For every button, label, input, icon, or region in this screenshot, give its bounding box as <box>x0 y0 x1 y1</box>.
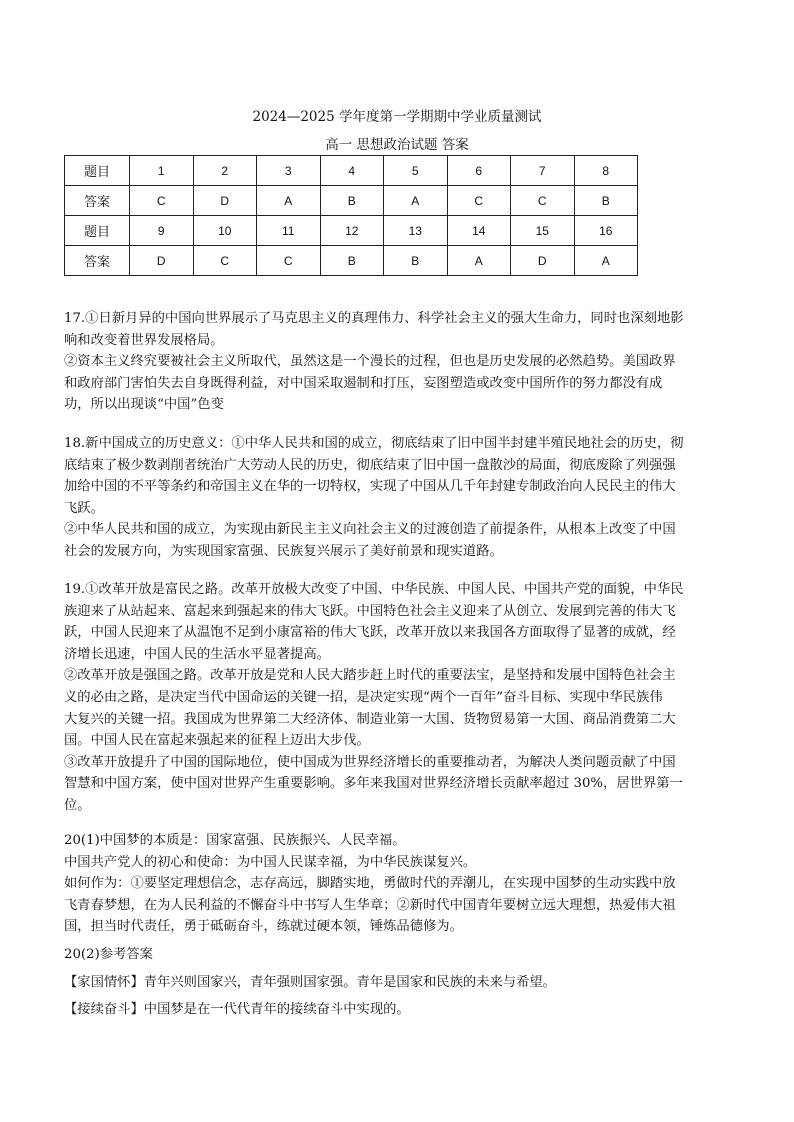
table-cell: 11 <box>257 216 321 246</box>
answer-19-line: ②改革开放是强国之路。改革开放是党和人民大踏步赶上时代的重要法宝，是坚持和发展中国特色社会主 <box>64 668 676 684</box>
answer-20-line: 20(1)中国梦的本质是：国家富强、民族振兴、人民幸福。 <box>64 833 406 848</box>
table-cell: B <box>384 246 448 276</box>
table-cell: D <box>193 186 257 216</box>
answer-19-line: 国。中国人民在富起来强起来的征程上迈出大步伐。 <box>64 733 370 749</box>
row-label: 答案 <box>65 246 130 276</box>
answer-18-line: 加给中国的不平等条约和帝国主义在华的一切特权，实现了中国从几千年封建专制政治向人民民主的伟大 <box>64 479 676 495</box>
answer-19-line: 19.①改革开放是富民之路。改革开放极大改变了中国、中华民族、中国人民、中国共产党的面貌，中华民 <box>64 582 684 597</box>
answer-19-line: 大复兴的关键一招。我国成为世界第二大经济体、制造业第一大国、货物贸易第一大国、商品消费第二大 <box>64 711 676 727</box>
answer-18-line: ②中华人民共和国的成立，为实现由新民主主义向社会主义的过渡创造了前提条件，从根本上改变了中国 <box>64 522 676 538</box>
table-cell: 8 <box>574 156 638 186</box>
row-label: 题目 <box>65 216 130 246</box>
answer-20-line: 【接续奋斗】中国梦是在一代代青年的接续奋斗中实现的。 <box>64 1002 410 1018</box>
row-label: 题目 <box>65 156 130 186</box>
answer-19-line: 济增长迅速，中国人民的生活水平显著提高。 <box>64 646 330 662</box>
table-cell: C <box>193 246 257 276</box>
table-cell: 10 <box>193 216 257 246</box>
table-cell: B <box>574 186 638 216</box>
answer-table <box>64 155 638 276</box>
answer-19-line: 跃，中国人民迎来了从温饱不足到小康富裕的伟大飞跃，改革开放以来我国各方面取得了显著的成就，经 <box>64 625 676 641</box>
answer-17-line: 响和改变着世界发展格局。 <box>64 332 224 348</box>
answer-18 <box>64 433 728 563</box>
answer-20-line: 20(2)参考答案 <box>64 946 153 962</box>
table-cell: A <box>384 186 448 216</box>
table-cell: 3 <box>257 156 321 186</box>
table-cell: 5 <box>384 156 448 186</box>
table-cell: 14 <box>447 216 511 246</box>
page-subtitle: 高一 思想政治试题 答案 <box>325 137 469 153</box>
answer-20-line: 【家国情怀】青年兴则国家兴，青年强则国家强。青年是国家和民族的未来与希望。 <box>64 974 556 990</box>
answer-17-line: 功，所以出现谈“中国”色变 <box>64 397 224 413</box>
answer-20-line: 飞青春梦想，在为人民利益的不懈奋斗中书写人生华章；②新时代中国青年要树立远大理想，热爱伟大祖 <box>64 897 676 913</box>
answer-20-line: 中国共产党人的初心和使命：为中国人民谋幸福，为中华民族谋复兴。 <box>64 854 477 870</box>
table-cell: D <box>130 246 194 276</box>
answer-18-line: 飞跃。 <box>64 500 104 516</box>
table-cell: C <box>130 186 194 216</box>
table-cell: 16 <box>574 216 638 246</box>
answer-19-line: 位。 <box>64 797 91 813</box>
answer-17-line: 17.①日新月异的中国向世界展示了马克思主义的真理伟力、科学社会主义的强大生命力，同时也深刻地影 <box>64 311 684 326</box>
table-row <box>65 156 638 186</box>
answer-19-line: 族迎来了从站起来、富起来到强起来的伟大飞跃。中国特色社会主义迎来了从创立、发展到完善的伟大飞 <box>64 603 676 619</box>
table-cell: 1 <box>130 156 194 186</box>
answer-20-line: 如何作为：①要坚定理想信念，志存高远，脚踏实地，勇做时代的弄潮儿，在实现中国梦的生动实践中放 <box>64 876 676 892</box>
answer-18-line: 底结束了极少数剥削者统治广大劳动人民的历史，彻底结束了旧中国一盘散沙的局面，彻底废除了列强强 <box>64 457 676 473</box>
row-label: 答案 <box>65 186 130 216</box>
answer-19-line: ③改革开放提升了中国的国际地位，使中国成为世界经济增长的重要推动者，为解决人类问题贡献了中国 <box>64 754 676 770</box>
table-cell: 7 <box>511 156 575 186</box>
table-cell: A <box>257 186 321 216</box>
table-cell: 2 <box>193 156 257 186</box>
table-cell: 13 <box>384 216 448 246</box>
answer-18-line: 18.新中国成立的历史意义：①中华人民共和国的成立，彻底结束了旧中国半封建半殖民地社会的历史，彻 <box>64 436 684 451</box>
table-cell: B <box>320 186 384 216</box>
answer-20-line: 国，担当时代责任，勇于砥砺奋斗，练就过硬本领，锤炼品德修为。 <box>64 919 463 935</box>
table-cell: 4 <box>320 156 384 186</box>
table-cell: 15 <box>511 216 575 246</box>
table-row <box>65 186 638 216</box>
table-row <box>65 246 638 276</box>
answer-17-line: ②资本主义终究要被社会主义所取代，虽然这是一个漫长的过程，但也是历史发展的必然趋势。美国政界 <box>64 354 676 370</box>
table-cell: 12 <box>320 216 384 246</box>
answer-19 <box>64 579 728 817</box>
answer-19-line: 义的必由之路，是决定当代中国命运的关键一招，是决定实现“两个一百年”奋斗目标、实现中华民族伟 <box>64 689 663 705</box>
table-cell: 6 <box>447 156 511 186</box>
table-cell: B <box>320 246 384 276</box>
table-row <box>65 216 638 246</box>
table-cell: A <box>574 246 638 276</box>
answer-20 <box>64 830 728 1021</box>
answer-17-line: 和政府部门害怕失去自身既得利益，对中国采取遏制和打压，妄图塑造或改变中国所作的努力都没有成 <box>64 375 663 391</box>
answer-17 <box>64 308 728 416</box>
table-cell: C <box>511 186 575 216</box>
answer-19-line: 智慧和中国方案，使中国对世界产生重要影响。多年来我国对世界经济增长贡献率超过 30%，居世界第一 <box>64 776 683 792</box>
table-cell: C <box>257 246 321 276</box>
table-cell: C <box>447 186 511 216</box>
table-cell: D <box>511 246 575 276</box>
table-cell: A <box>447 246 511 276</box>
table-cell: 9 <box>130 216 194 246</box>
page-title: 2024—2025 学年度第一学期期中学业质量测试 <box>252 109 542 125</box>
answer-18-line: 社会的发展方向，为实现国家富强、民族复兴展示了美好前景和现实道路。 <box>64 543 503 559</box>
